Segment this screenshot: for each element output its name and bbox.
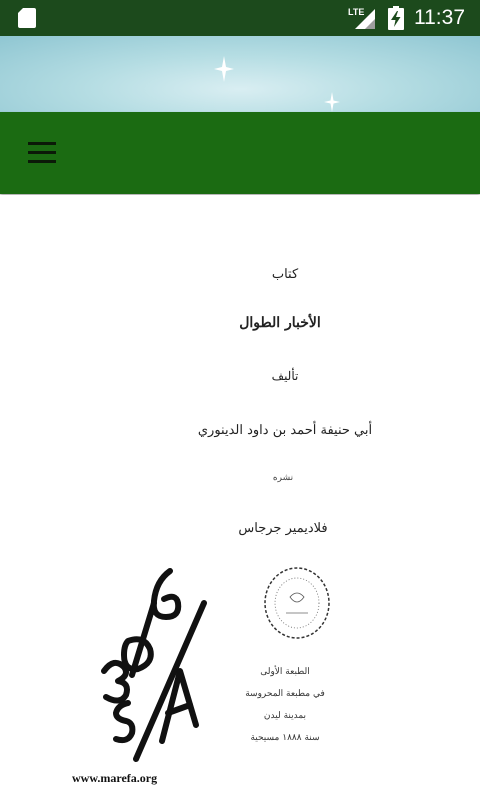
page-line-talif: تأليف — [271, 369, 299, 383]
lte-signal-icon — [347, 6, 377, 30]
handwritten-annotation — [92, 563, 222, 763]
menu-button[interactable] — [18, 132, 66, 174]
sparkle-icon — [214, 56, 234, 82]
svg-text:LTE: LTE — [348, 7, 365, 17]
sd-card-icon — [18, 8, 36, 28]
imprint-line: في مطبعة المحروسة — [245, 689, 325, 699]
book-author: أبي حنيفة أحمد بن داود الدينوري — [197, 423, 373, 438]
book-editor: فلاديمير جرجاس — [238, 521, 328, 536]
imprint-line: الطبعة الأولى — [260, 667, 310, 677]
status-bar — [0, 0, 480, 36]
clock: 11:37 — [414, 6, 465, 29]
app-bar — [0, 112, 480, 194]
page-line-editor-label: نشره — [272, 473, 294, 483]
page-line-kitab: كتاب — [271, 267, 299, 282]
book-title: الأخبار الطوال — [239, 315, 321, 331]
imprint-block — [215, 661, 355, 749]
imprint-line: سنة ١٨٨٨ مسيحية — [250, 733, 320, 743]
sparkle-icon — [324, 92, 340, 112]
header-banner — [0, 36, 480, 112]
book-page[interactable] — [0, 195, 480, 800]
website-label: www.marefa.org — [72, 771, 158, 785]
imprint-line: بمدينة ليدن — [263, 711, 307, 721]
battery-charging-icon — [388, 6, 404, 30]
printer-seal-icon — [262, 563, 332, 641]
